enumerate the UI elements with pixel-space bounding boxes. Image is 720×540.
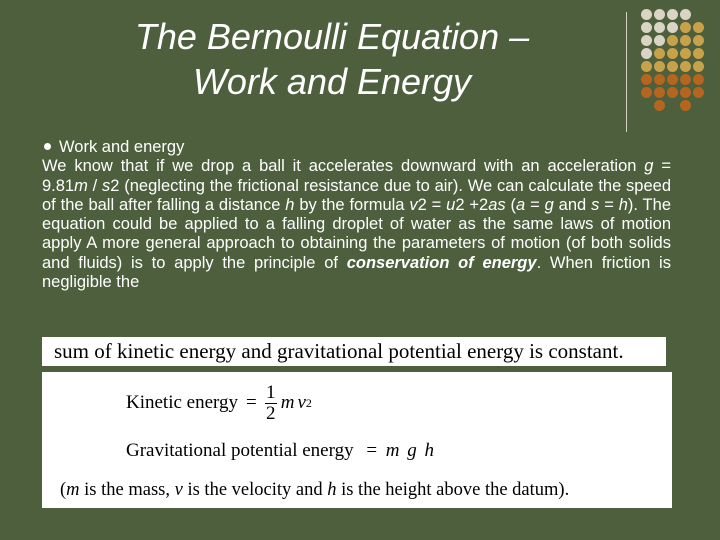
var-h: h [424, 440, 435, 461]
var-v: v [409, 195, 418, 214]
decorative-dot [654, 9, 665, 20]
text-run: by the formula [294, 195, 410, 214]
text-run: 2 = [417, 195, 447, 214]
decorative-dot [693, 35, 704, 46]
decorative-dot [667, 100, 678, 111]
decorative-dot [693, 100, 704, 111]
variable-definitions [60, 480, 569, 501]
exponent: 2 [305, 395, 312, 410]
kinetic-energy-label: Kinetic energy [126, 392, 239, 413]
decorative-dot [667, 35, 678, 46]
decorative-dot [680, 100, 691, 111]
decorative-dot [680, 22, 691, 33]
slide-title [62, 14, 602, 104]
equals-sign: = [366, 440, 378, 461]
var-h: h [618, 195, 628, 214]
equals-sign: = [246, 392, 257, 413]
decorative-dot [693, 22, 704, 33]
paragraph [42, 157, 671, 292]
decorative-dot [641, 61, 652, 72]
decorative-dot [654, 35, 665, 46]
decorative-dot [667, 9, 678, 20]
decorative-dot [641, 22, 652, 33]
text-run: = [599, 195, 619, 214]
var-m: m [385, 440, 400, 461]
var-s: s [102, 176, 111, 195]
bullet-item [42, 138, 671, 157]
divider-line [626, 12, 627, 132]
text-run: and [553, 195, 592, 214]
bullet-text: Work and energy [59, 138, 185, 156]
decorative-dot [680, 61, 691, 72]
var-g: g [544, 195, 554, 214]
emphasis-text: conservation of energy [346, 253, 537, 272]
decorative-dot [641, 74, 652, 85]
fraction-denominator: 2 [266, 402, 276, 424]
text-run: 2 (neglecting the frictional resistance due to air). We can calculate the speed of the ball after falling a distance [42, 176, 671, 214]
text-run: 2 +2 [455, 195, 489, 214]
var-u: u [446, 195, 456, 214]
text-run: = 9.81 [42, 157, 671, 195]
text-run: is the height above the datum). [336, 480, 570, 500]
decorative-dot [654, 87, 665, 98]
var-m: m [280, 392, 295, 413]
potential-energy-formula [126, 440, 434, 462]
decorative-dot [641, 9, 652, 20]
decorative-dot [693, 74, 704, 85]
decorative-dot [693, 9, 704, 20]
var-v: v [174, 480, 183, 500]
var-v: v [297, 392, 306, 413]
title-line-1: The Bernoulli Equation – [134, 16, 530, 57]
text-run: is the velocity and [182, 480, 328, 500]
decorative-dot [680, 9, 691, 20]
var-g: g [407, 440, 417, 461]
decorative-dot [680, 74, 691, 85]
decorative-dot [667, 48, 678, 59]
var-h: h [285, 195, 295, 214]
decorative-dot [667, 74, 678, 85]
decorative-dot [654, 48, 665, 59]
text-run: / [87, 176, 103, 195]
var-a: a [516, 195, 526, 214]
title-line-2: Work and Energy [192, 61, 472, 102]
decorative-dot [654, 74, 665, 85]
decorative-dot [680, 48, 691, 59]
decorative-dot [654, 61, 665, 72]
decorative-dot [667, 61, 678, 72]
body-text [42, 138, 671, 292]
kinetic-energy-formula [126, 378, 312, 428]
text-run: ). The equation could be applied to a falling droplet of water as the same laws of motion apply A more general approach to obtaining the parameters of motion (of both solids and fluids) is to apply the principle of [42, 195, 671, 272]
text-run: is the mass, [79, 480, 175, 500]
var-m: m [74, 176, 88, 195]
decorative-dot [693, 61, 704, 72]
decorative-dot [680, 35, 691, 46]
text-run: ( [505, 195, 517, 214]
text-run: = [525, 195, 545, 214]
var-as: as [488, 195, 506, 214]
var-s: s [591, 195, 600, 214]
decorative-dot [654, 100, 665, 111]
var-m: m [66, 480, 80, 500]
decorative-dot [693, 87, 704, 98]
decorative-dot-grid [641, 9, 705, 112]
fraction-numerator: 1 [266, 381, 276, 403]
decorative-dot [667, 87, 678, 98]
fraction-half [265, 383, 277, 424]
bullet-dot-icon [44, 143, 51, 150]
decorative-dot [641, 100, 652, 111]
decorative-dot [641, 87, 652, 98]
text-run: ( [60, 480, 67, 500]
text-run: . When friction is negligible the [42, 253, 671, 292]
var-g: g [644, 157, 654, 176]
decorative-dot [667, 22, 678, 33]
energy-statement-box: sum of kinetic energy and gravitational potential energy is constant. [42, 337, 666, 366]
decorative-dot [680, 87, 691, 98]
var-h: h [327, 480, 337, 500]
text-run: We know that if we drop a ball it accelerates downward with an acceleration [42, 157, 645, 176]
decorative-dot [654, 22, 665, 33]
decorative-dot [641, 35, 652, 46]
decorative-dot [693, 48, 704, 59]
potential-energy-label: Gravitational potential energy [126, 440, 354, 461]
energy-formulas-box [42, 372, 672, 508]
decorative-dot [641, 48, 652, 59]
